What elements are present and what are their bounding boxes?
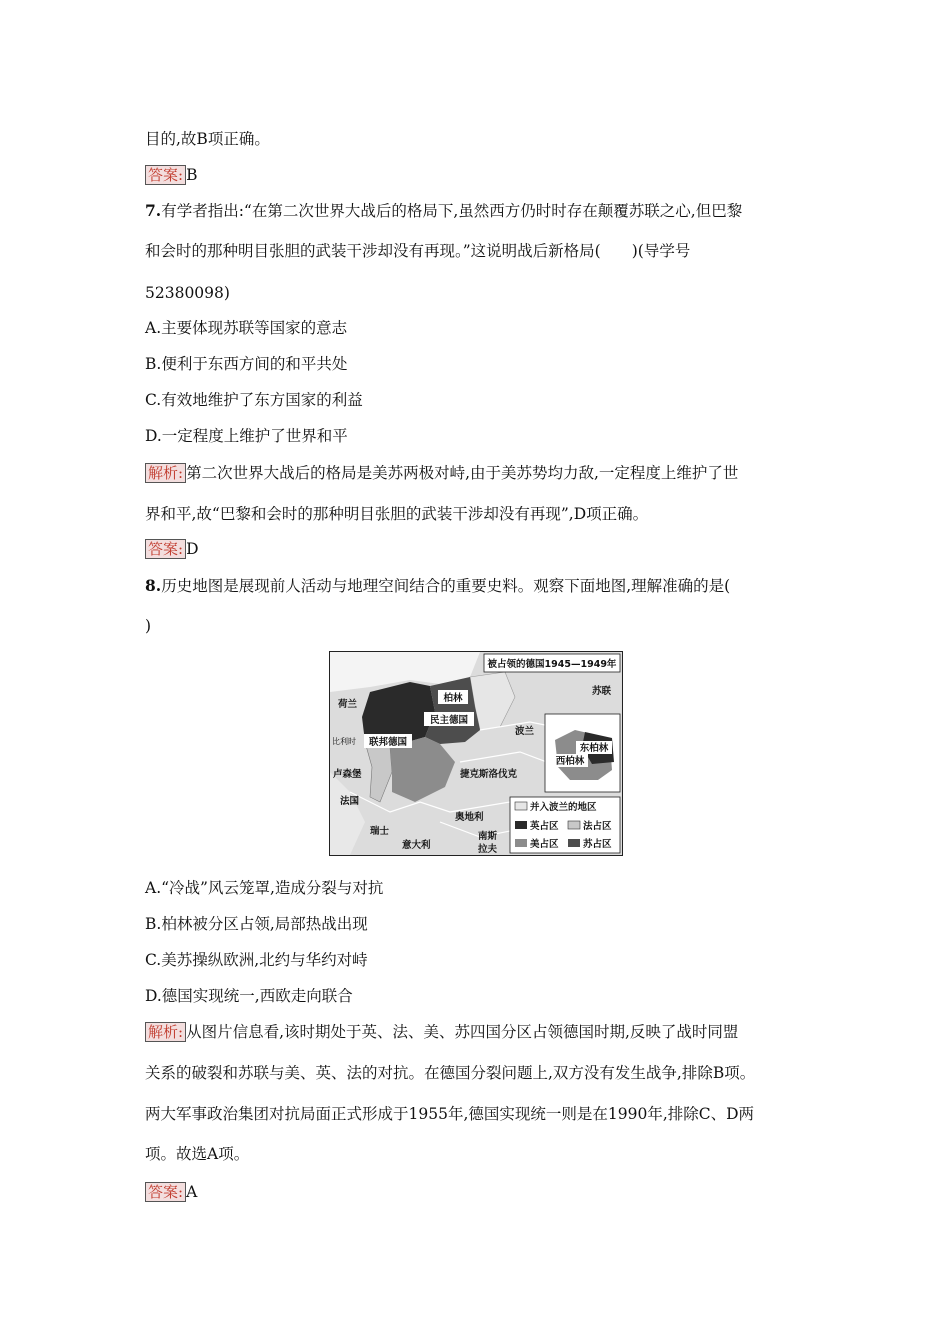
answer-value: D xyxy=(186,540,199,558)
question-text: 52380098) xyxy=(145,284,230,302)
switzerland-label: 瑞士 xyxy=(370,826,390,837)
legend-fr-label: 法占区 xyxy=(583,821,612,832)
answer-tag: 答案: xyxy=(145,539,186,559)
analysis-text: 关系的破裂和苏联与美、英、法的对抗。在德国分裂问题上,双方没有发生战争,排除B项。 xyxy=(145,1064,756,1082)
poland-label: 波兰 xyxy=(515,726,535,737)
map-title: 被占领的德国1945—1949年 xyxy=(487,659,617,670)
question-number: 7. xyxy=(145,201,162,220)
text-line: 目的,故B项正确。 xyxy=(145,130,270,148)
belgium-label: 比利时 xyxy=(332,737,356,746)
option-a: A.“冷战”风云笼罩,造成分裂与对抗 xyxy=(145,879,384,897)
answer-value: A xyxy=(186,1183,198,1201)
question-7-stem xyxy=(145,200,825,222)
berlin-label: 柏林 xyxy=(443,693,463,704)
analysis-text: 两大军事政治集团对抗局面正式形成于1955年,德国实现统一则是在1990年,排除C、D两 xyxy=(145,1105,755,1123)
option-c: C.有效地维护了东方国家的利益 xyxy=(145,391,363,409)
answer-line xyxy=(145,538,825,560)
gdr-label: 民主德国 xyxy=(429,715,469,726)
west-berlin-label: 西柏林 xyxy=(555,756,585,767)
option-b: B.便利于东西方间的和平共处 xyxy=(145,355,348,373)
ussr-label: 苏联 xyxy=(592,686,612,697)
legend-us-label: 美占区 xyxy=(530,839,559,850)
east-berlin-label: 东柏林 xyxy=(579,743,609,754)
france-label: 法国 xyxy=(340,796,360,807)
legend-swatch-us xyxy=(515,839,527,847)
legend-swatch-su xyxy=(568,839,580,847)
answer-line xyxy=(145,1181,825,1203)
analysis-text: 第二次世界大战后的格局是美苏两极对峙,由于美苏势均力敌,一定程度上维护了世 xyxy=(186,464,739,482)
question-text: 历史地图是展现前人活动与地理空间结合的重要史料。观察下面地图,理解准确的是( xyxy=(161,577,731,595)
legend-uk-label: 英占区 xyxy=(530,821,559,832)
legend-swatch-fr xyxy=(568,821,580,829)
analysis-tag: 解析: xyxy=(145,1022,186,1042)
option-b: B.柏林被分区占领,局部热战出现 xyxy=(145,915,368,933)
question-text: 有学者指出:“在第二次世界大战后的格局下,虽然西方仍时时存在颠覆苏联之心,但巴黎 xyxy=(161,202,743,220)
answer-line xyxy=(145,164,825,186)
analysis-line xyxy=(145,1021,825,1043)
czech-label: 捷克斯洛伐克 xyxy=(460,769,518,780)
occupied-germany-map xyxy=(329,651,623,856)
legend-annex-label: 并入波兰的地区 xyxy=(530,802,597,813)
yugoslavia-label: 拉夫 xyxy=(478,844,498,855)
legend-swatch-annex xyxy=(515,802,527,810)
answer-tag: 答案: xyxy=(145,1182,186,1202)
analysis-text: 从图片信息看,该时期处于英、法、美、苏四国分区占领德国时期,反映了战时同盟 xyxy=(186,1023,739,1041)
austria-label: 奥地利 xyxy=(455,812,484,823)
yugoslavia-label: 南斯 xyxy=(478,831,498,842)
analysis-tag: 解析: xyxy=(145,463,186,483)
option-d: D.一定程度上维护了世界和平 xyxy=(145,427,348,445)
netherlands-label: 荷兰 xyxy=(338,699,358,710)
question-8-stem xyxy=(145,575,825,597)
option-d: D.德国实现统一,西欧走向联合 xyxy=(145,987,353,1005)
analysis-line xyxy=(145,462,825,484)
legend-su-label: 苏占区 xyxy=(583,839,612,850)
answer-value: B xyxy=(186,166,198,184)
analysis-text: 项。故选A项。 xyxy=(145,1145,250,1163)
luxembourg-label: 卢森堡 xyxy=(333,769,362,780)
question-text: 和会时的那种明目张胆的武装干涉却没有再现。”这说明战后新格局( )(导学号 xyxy=(145,242,691,260)
map-graphic xyxy=(330,652,622,855)
question-number: 8. xyxy=(145,576,162,595)
legend-swatch-uk xyxy=(515,821,527,829)
option-a: A.主要体现苏联等国家的意志 xyxy=(145,319,348,337)
frg-label: 联邦德国 xyxy=(368,737,408,748)
analysis-text: 界和平,故“巴黎和会时的那种明目张胆的武装干涉却没有再现”,D项正确。 xyxy=(145,505,649,523)
question-text: ) xyxy=(145,617,152,635)
italy-label: 意大利 xyxy=(402,840,431,851)
option-c: C.美苏操纵欧洲,北约与华约对峙 xyxy=(145,951,368,969)
answer-tag: 答案: xyxy=(145,165,186,185)
